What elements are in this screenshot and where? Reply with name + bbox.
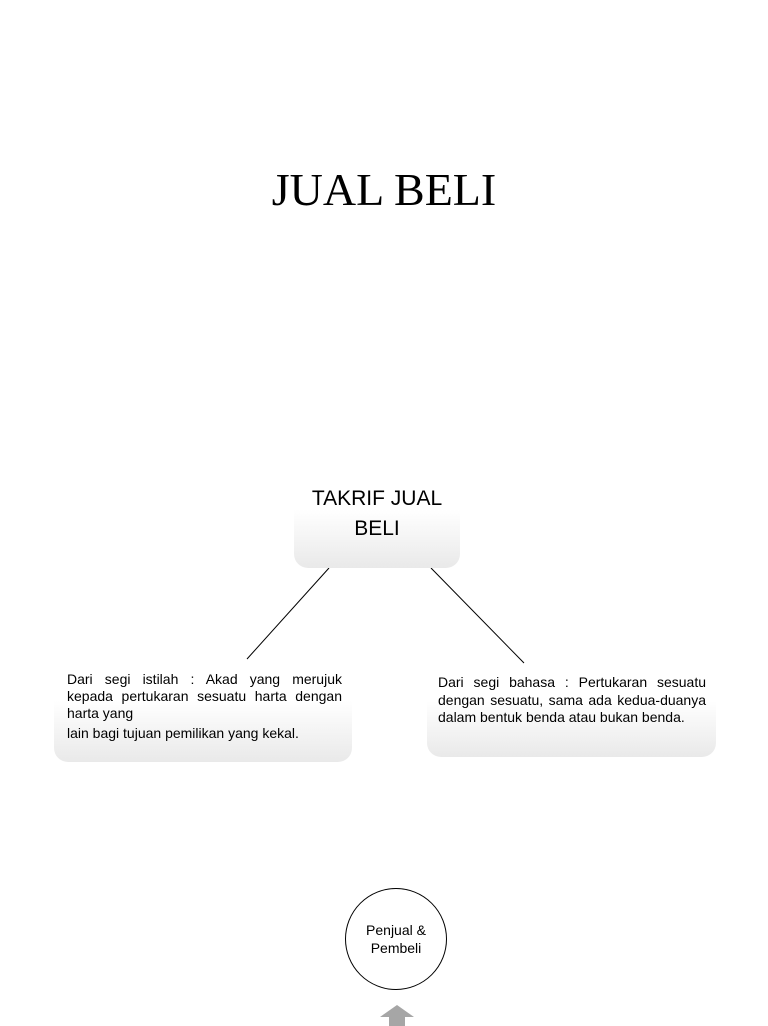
connector-left	[247, 568, 329, 659]
penjual-pembeli-circle	[345, 888, 447, 990]
penjual-pembeli-label: Penjual & Pembeli	[366, 922, 426, 956]
takrif-box	[294, 478, 460, 568]
takrif-label: TAKRIF JUAL BELI	[311, 487, 443, 540]
istilah-text-cont: lain bagi tujuan pemilikan yang kekal.	[67, 725, 299, 741]
istilah-text: Dari segi istilah : Akad yang merujuk kepada pertukaran sesuatu harta dengan harta yang	[67, 671, 342, 721]
connector-right	[431, 568, 524, 663]
bahasa-text: Dari segi bahasa : Pertukaran sesuatu dengan sesuatu, sama ada kedua-duanya dalam bentuk benda atau bukan benda.	[438, 674, 706, 725]
page-title: JUAL BELI	[271, 164, 497, 215]
bahasa-box	[427, 671, 716, 757]
up-arrow-icon	[379, 1004, 415, 1026]
istilah-box	[54, 668, 352, 762]
